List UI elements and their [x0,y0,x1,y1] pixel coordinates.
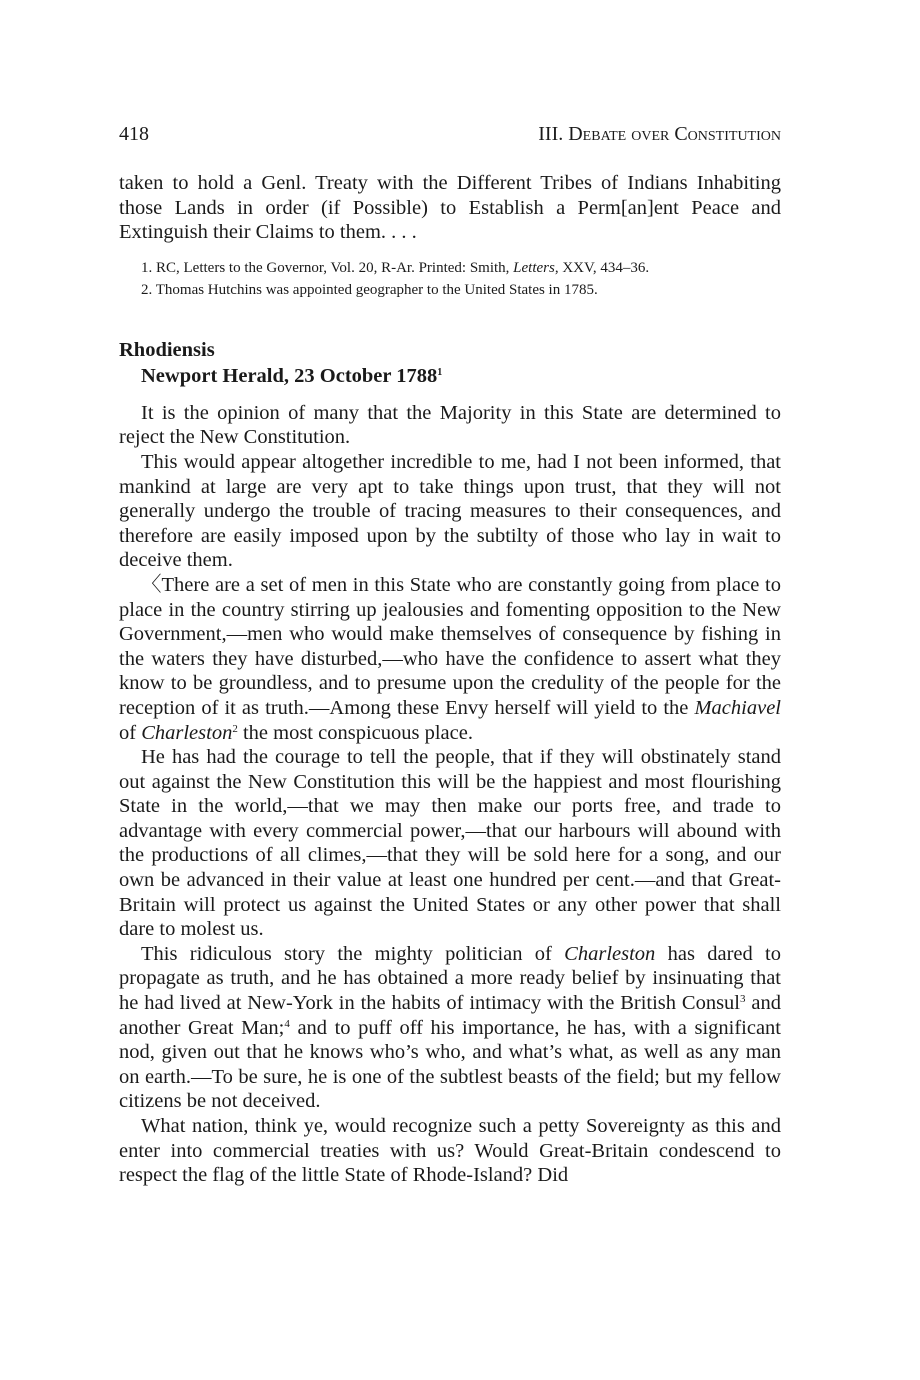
paragraph-3 [119,573,781,745]
footnotes-previous-document [119,257,781,301]
footnote-ref: 1 [437,366,443,378]
paragraph-text: and another Great Man; [119,992,781,1039]
paragraph-text: 〈There are a set of men in this State who are constantly going from place to place in the country stirring up jealousies and fomenting opposition to the New Government,—men who would make themselves of consequence by fishing in the waters they have disturbed,—who have the confidence to assert what they know to be groundless, and to presume upon the credulity of the people for the reception of it as truth.—Among these Envy herself will yield to the [119,573,781,719]
footnote-text: Thomas Hutchins was appointed geographer to the United States in 1785. [155,281,598,298]
paragraph-2: This would appear altogether incredible to me, had I not been informed, that mankind at large are very apt to take things upon trust, that they will not generally undergo the trouble of tracing measures to their consequences, and therefore are easily imposed upon by the subtilty of those who lay in wait to deceive them. [119,450,781,572]
body-text [119,171,781,1188]
document-source [119,363,781,389]
footnote-text: RC, Letters to the Governor, Vol. 20, R-Ar. Printed: Smith, [156,259,514,276]
paragraph-text: of [119,721,142,744]
paragraph-text: and to puff off his importance, he has, with a significant nod, given out that he knows who’s who, and what’s what, as well as any man on earth.—To be sure, he is one of the subtlest beasts of the field; but my fellow citizens be not deceived. [119,1016,781,1113]
footnote-ref: 3 [740,993,746,1006]
footnote-text: , XXV, 434–36. [554,259,650,276]
paragraph-text: This ridiculous story the mighty politician of [141,942,565,965]
italic-term: Machiavel [694,696,781,719]
footnote-number: 1. [141,259,153,276]
paragraph-4: He has had the courage to tell the people, that if they will obstinately stand out against the New Constitution this will be the happiest and most flourishing State in the world,—that we may then make our ports free, and trade to advantage with every commercial power,—that our harbours will abound with the productions of all climes,—that they will be sold here for a song, and our own be advanced in their value at least one hundred per cent.—and that Great-Britain will protect us against the United States or any other power that shall dare to molest us. [119,746,781,941]
continuation-paragraph: taken to hold a Genl. Treaty with the Different Tribes of Indians Inhabiting those Lands in order (if Possible) to Establish a Perm[an]ent Peace and Extinguish their Claims to them. . . . [119,172,781,244]
paragraph-5 [119,942,781,1114]
paragraph-text: the most conspicuous place. [237,721,473,744]
footnote-2 [119,279,781,301]
paragraph-6: What nation, think ye, would recognize such a petty Sovereignty as this and enter into commercial treaties with us? Would Great-Britain condescend to respect the flag of the little State of Rhode-Island? Did [119,1115,781,1187]
footnote-ref: 2 [232,722,238,735]
page-number: 418 [119,123,149,145]
footnote-number: 2. [141,281,153,298]
document-title: Rhodiensis [119,338,215,361]
italic-term: Charleston [564,942,656,965]
paragraph-1: It is the opinion of many that the Majority in this State are determined to reject the New Constitution. [119,401,781,449]
footnote-1 [119,257,781,279]
document-heading [119,337,781,389]
footnote-italic-title: Letters [513,259,555,276]
source-text: Newport Herald, 23 October 1788 [141,364,438,387]
running-head: III. Debate over Constitution [538,123,781,145]
italic-term: Charleston [141,721,233,744]
footnote-ref: 4 [284,1017,290,1030]
paragraph-text: has dared to propagate as truth, and he has obtained a more ready belief by insinuating that he had lived at New-York in the habits of intimacy with the British Consul [119,942,781,1015]
